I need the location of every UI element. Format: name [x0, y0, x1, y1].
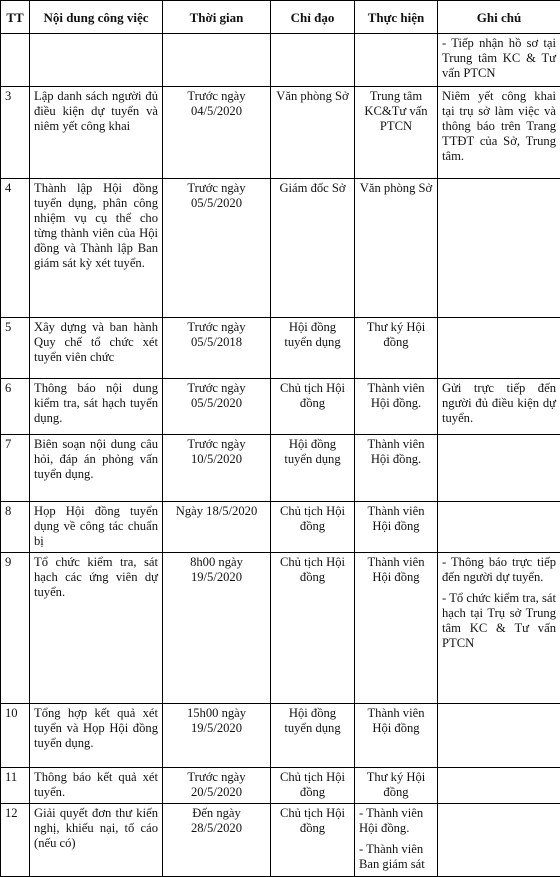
table-body — [1, 34, 560, 877]
row-execute: Thành viên Hội đồng. — [355, 435, 438, 502]
row-direct: Chủ tịch Hội đồng — [271, 768, 355, 804]
row-direct: Chủ tịch Hội đồng — [271, 379, 355, 435]
row-note — [438, 318, 560, 379]
row-time: Ngày 18/5/2020 — [163, 502, 271, 553]
row-note — [438, 552, 560, 703]
row-time: Đến ngày 28/5/2020 — [163, 803, 271, 876]
row-execute — [355, 34, 438, 87]
row-execute: Văn phòng Sở — [355, 179, 438, 318]
note-line: - Thông báo trực tiếp đến người dự tuyển. — [442, 554, 556, 584]
row-direct: Văn phòng Sở — [271, 86, 355, 178]
row-content: Họp Hội đồng tuyển dụng về công tác chuẩn bị — [30, 502, 163, 553]
note-line: - Tiếp nhận hồ sơ tại Trung tâm KC & Tư vấn PTCN — [442, 36, 556, 80]
row-tt: 5 — [1, 318, 30, 379]
table-row — [1, 86, 560, 178]
header-execute: Thực hiện — [355, 1, 438, 34]
row-content: Tổ chức kiểm tra, sát hạch các ứng viên dự tuyển. — [30, 552, 163, 703]
table-row — [1, 704, 560, 768]
row-direct: Chủ tịch Hội đồng — [271, 803, 355, 876]
execute-line: - Thành viên Ban giám sát — [359, 841, 425, 871]
row-tt: 6 — [1, 379, 30, 435]
row-time: Trước ngày 04/5/2020 — [163, 86, 271, 178]
row-tt: 11 — [1, 768, 30, 804]
header-direct: Chỉ đạo — [271, 1, 355, 34]
row-direct: Chủ tịch Hội đồng — [271, 552, 355, 703]
row-note — [438, 803, 560, 876]
row-execute: Trung tâm KC&Tư vấn PTCN — [355, 86, 438, 178]
row-time: 15h00 ngày 19/5/2020 — [163, 704, 271, 768]
execute-line: - Thành viên Hội đồng. — [359, 805, 424, 835]
row-content: Lập danh sách người đủ điều kiện dự tuyển và niêm yết công khai — [30, 86, 163, 178]
row-tt — [1, 34, 30, 87]
row-time: Trước ngày 20/5/2020 — [163, 768, 271, 804]
row-note — [438, 768, 560, 804]
row-execute: Thư ký Hội đồng — [355, 768, 438, 804]
note-line: Niêm yết công khai tại trụ sở làm việc và thông báo trên Trang TTĐT của Sở, Trung tâm. — [442, 88, 556, 163]
row-tt: 3 — [1, 86, 30, 178]
row-content: Xây dựng và ban hành Quy chế tổ chức xét tuyển viên chức — [30, 318, 163, 379]
row-tt: 9 — [1, 552, 30, 703]
row-execute: Thành viên Hội đồng — [355, 704, 438, 768]
row-execute: Thành viên Hội đồng — [355, 552, 438, 703]
table-row — [1, 552, 560, 703]
row-note — [438, 86, 560, 178]
table-row — [1, 768, 560, 804]
row-time: Trước ngày 05/5/2020 — [163, 179, 271, 318]
row-time: Trước ngày 10/5/2020 — [163, 435, 271, 502]
row-time — [163, 34, 271, 87]
table-row — [1, 379, 560, 435]
row-execute: Thành viên Hội đồng — [355, 502, 438, 553]
note-line: - Tổ chức kiểm tra, sát hạch tại Trụ sở Trung tâm KC & Tư vấn PTCN — [442, 590, 556, 650]
table-row — [1, 179, 560, 318]
row-direct — [271, 34, 355, 87]
row-note — [438, 179, 560, 318]
row-note — [438, 502, 560, 553]
row-direct: Hội đồng tuyển dụng — [271, 435, 355, 502]
row-execute: Thư ký Hội đồng — [355, 318, 438, 379]
header-content: Nội dung công việc — [30, 1, 163, 34]
row-direct: Chủ tịch Hội đồng — [271, 502, 355, 553]
row-execute — [355, 803, 438, 876]
row-time: Trước ngày 05/5/2020 — [163, 379, 271, 435]
header-row — [1, 1, 560, 34]
table-row — [1, 502, 560, 553]
row-content: Thành lập Hội đồng tuyển dụng, phân công nhiệm vụ cụ thể cho từng thành viên của Hội đồng và Thành lập Ban giám sát kỳ xét tuyển. — [30, 179, 163, 318]
row-content: Biên soạn nội dung câu hỏi, đáp án phỏng vấn tuyển dụng. — [30, 435, 163, 502]
row-note — [438, 379, 560, 435]
header-note: Ghi chú — [438, 1, 560, 34]
table-row — [1, 803, 560, 876]
row-direct: Hội đồng tuyển dụng — [271, 704, 355, 768]
table-row — [1, 435, 560, 502]
row-tt: 8 — [1, 502, 30, 553]
row-tt: 7 — [1, 435, 30, 502]
row-note — [438, 435, 560, 502]
row-time: Trước ngày 05/5/2018 — [163, 318, 271, 379]
row-note — [438, 704, 560, 768]
row-tt: 10 — [1, 704, 30, 768]
row-tt: 4 — [1, 179, 30, 318]
header-time: Thời gian — [163, 1, 271, 34]
header-tt: TT — [1, 1, 30, 34]
row-content: Thông báo nội dung kiểm tra, sát hạch tuyển dụng. — [30, 379, 163, 435]
row-time: 8h00 ngày 19/5/2020 — [163, 552, 271, 703]
row-direct: Hội đồng tuyển dụng — [271, 318, 355, 379]
table-row — [1, 318, 560, 379]
row-content — [30, 34, 163, 87]
row-content: Giải quyết đơn thư kiến nghị, khiếu nại, tố cáo (nếu có) — [30, 803, 163, 876]
row-content: Thông báo kết quả xét tuyển. — [30, 768, 163, 804]
note-line: Gửi trực tiếp đến người đủ điều kiện dự tuyển. — [442, 381, 556, 426]
row-direct: Giám đốc Sở — [271, 179, 355, 318]
row-tt: 12 — [1, 803, 30, 876]
table-row — [1, 34, 560, 87]
row-content: Tổng hợp kết quả xét tuyển và Họp Hội đồng tuyển dụng. — [30, 704, 163, 768]
row-execute: Thành viên Hội đồng. — [355, 379, 438, 435]
row-note — [438, 34, 560, 87]
